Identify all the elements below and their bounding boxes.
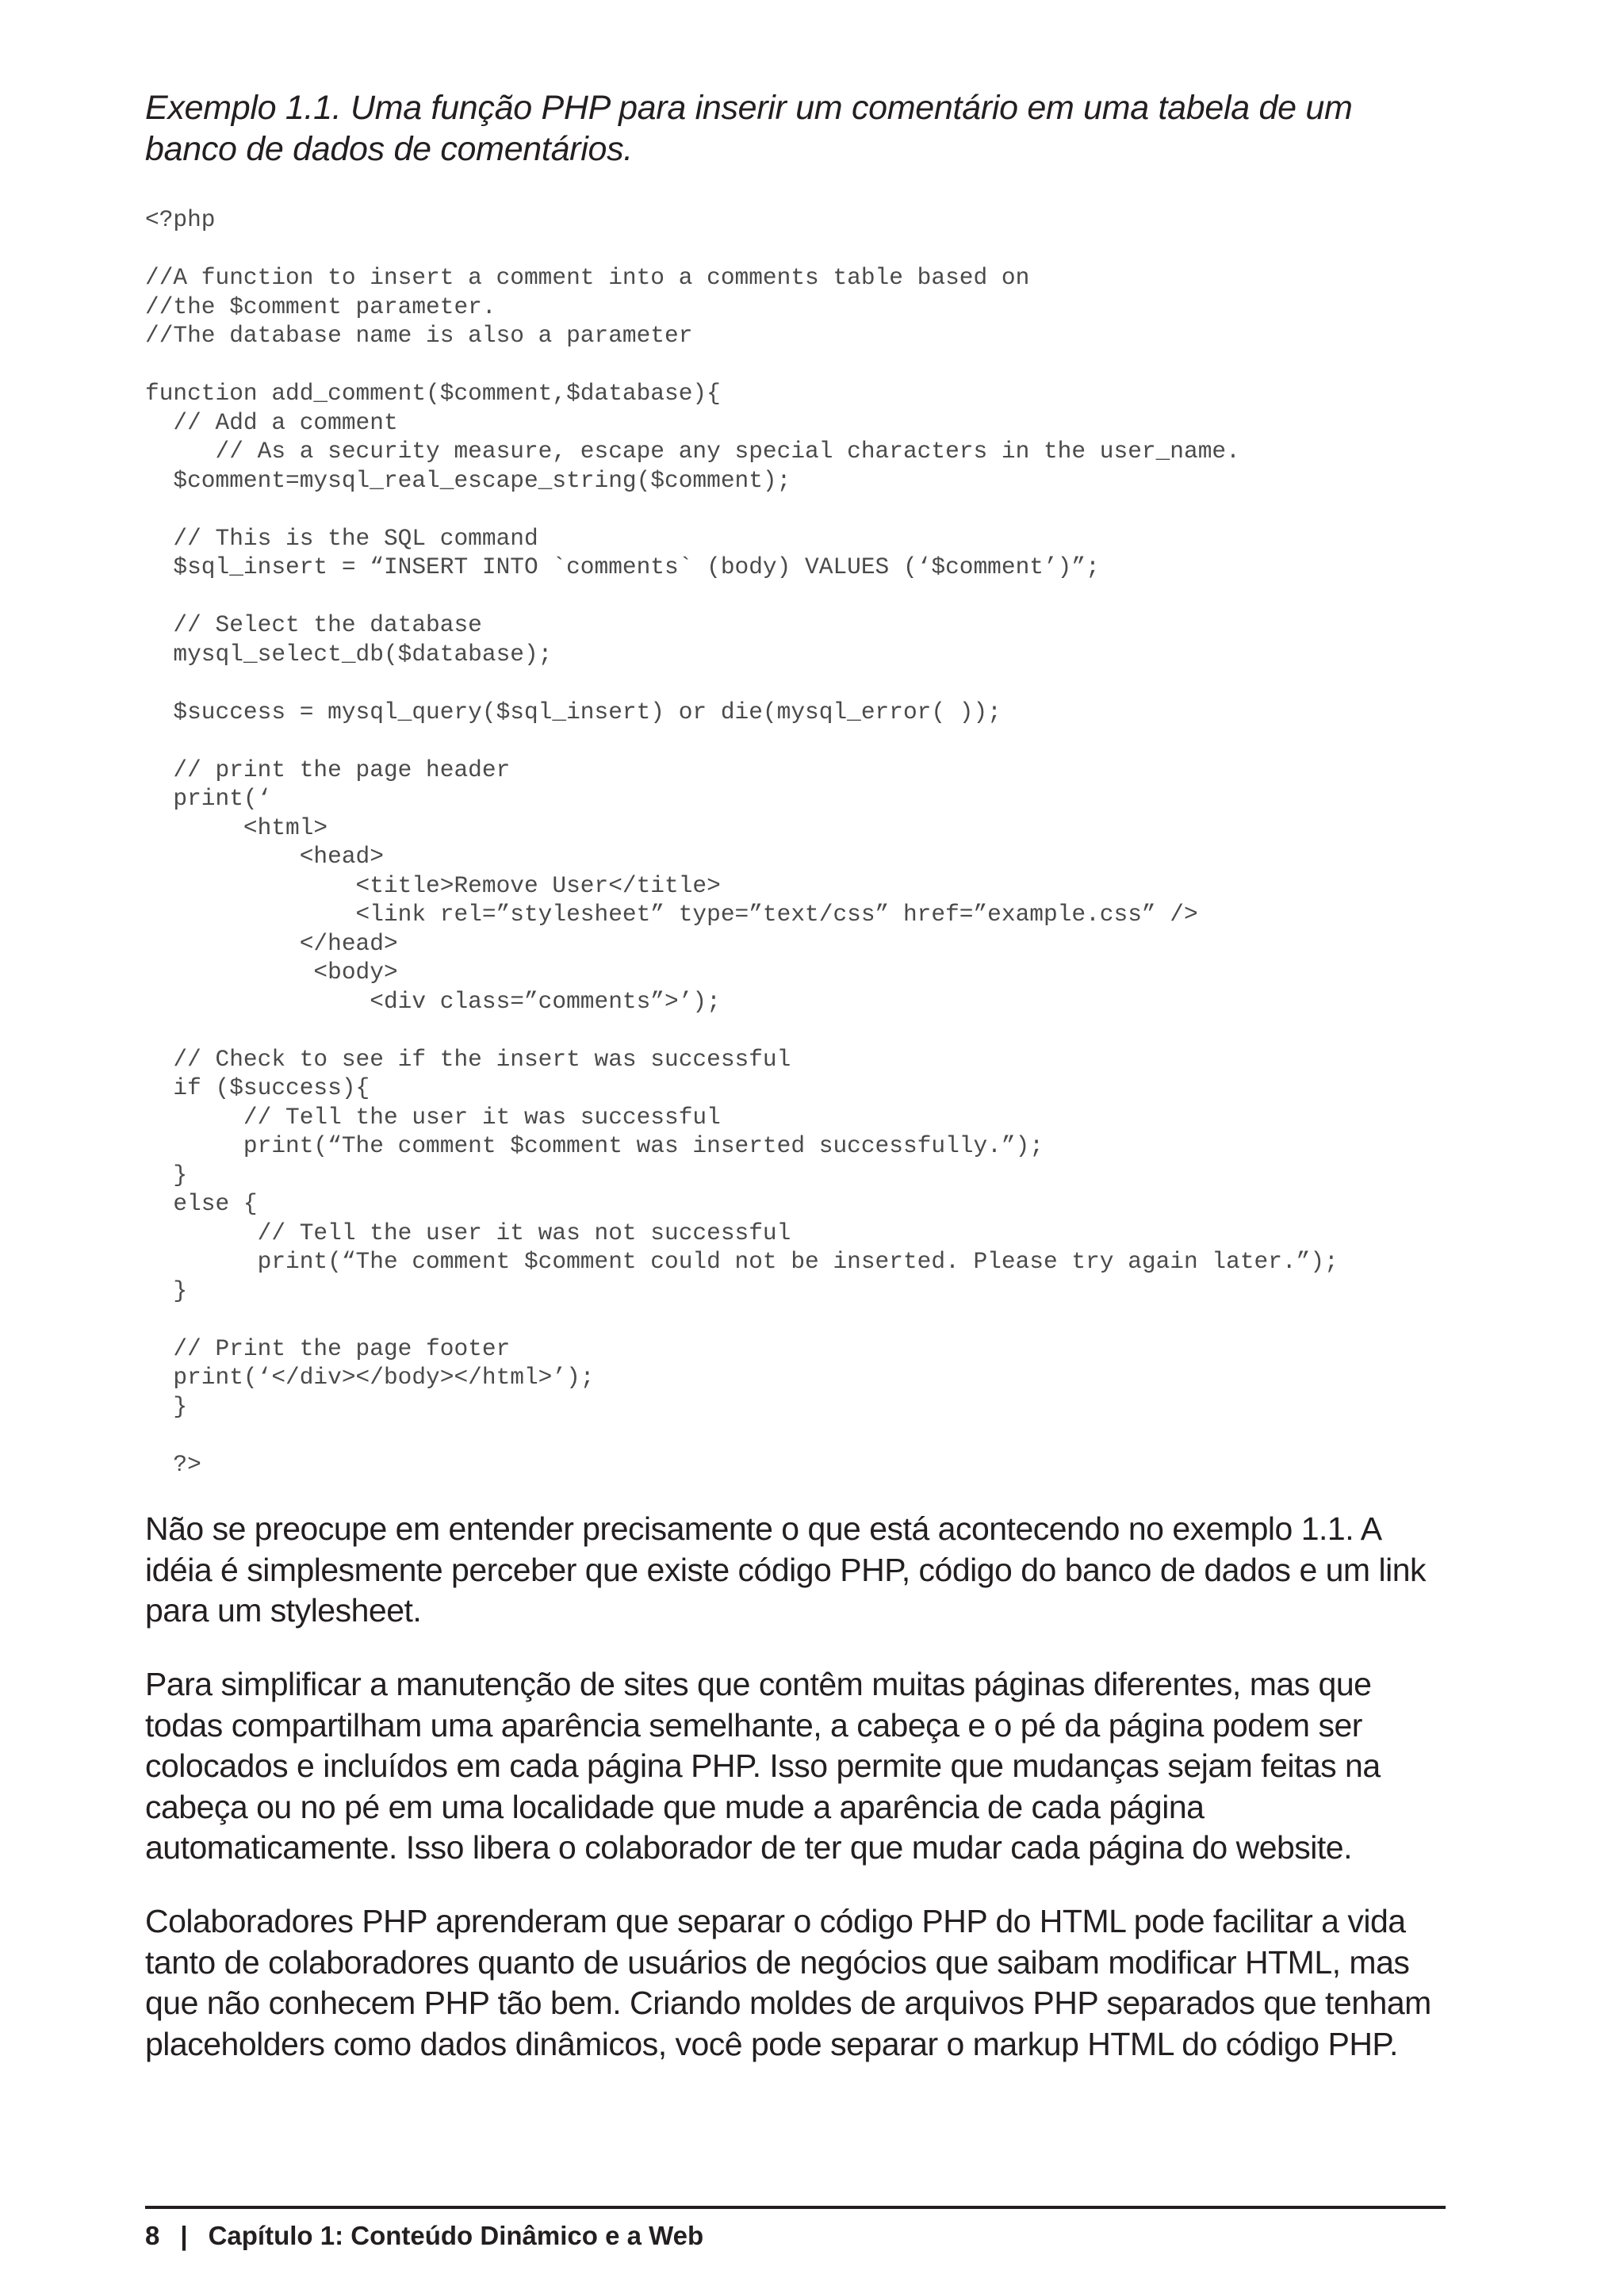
- code-line: <head>: [145, 843, 384, 870]
- example-caption: Exemplo 1.1. Uma função PHP para inserir um comentário em uma tabela de um banco de dados de comentários.: [145, 89, 1353, 168]
- body-paragraph: Para simplificar a manutenção de sites que contêm muitas páginas diferentes, mas que todas compartilham uma aparência semelhante, a cabeça e o pé da página podem ser colocados e incluídos em cada página PHP. Isso permite que mudanças sejam feitas na cabeça ou no pé em uma localidade que mude a aparência de cada página automaticamente. Isso libera o colaborador de ter que mudar cada página do website.: [145, 1666, 1381, 1866]
- code-line: [145, 495, 1446, 524]
- code-line: // Check to see if the insert was successful: [145, 1045, 791, 1073]
- code-line: //The database name is also a parameter: [145, 322, 693, 349]
- code-line: <div class=”comments”>’);: [145, 987, 721, 1015]
- code-line: if ($success){: [145, 1074, 370, 1101]
- code-line: // Tell the user it was not successful: [145, 1219, 791, 1246]
- page-content: [145, 87, 1446, 1479]
- body-paragraph: Não se preocupe em entender precisamente o que está acontecendo no exemplo 1.1. A idéia é simplesmente perceber que existe código PHP, código do banco de dados e um link para um stylesheet.: [145, 1510, 1426, 1629]
- code-line: [145, 668, 1446, 698]
- page-number: 8: [145, 2221, 160, 2250]
- code-line: <body>: [145, 959, 398, 986]
- body-paragraph: Colaboradores PHP aprenderam que separar o código PHP do HTML pode facilitar a vida tanto de colaboradores quanto de usuários de negócios que saibam modificar HTML, mas que não conhecem PHP tão bem. Criando moldes de arquivos PHP separados que tenham placeholders como dados dinâmicos, você pode separar o markup HTML do código PHP.: [145, 1903, 1431, 2062]
- code-line: else {: [145, 1190, 258, 1217]
- footer-separator: |: [180, 2221, 188, 2250]
- code-line: [145, 582, 1446, 611]
- code-line: [145, 1016, 1446, 1045]
- code-line: //the $comment parameter.: [145, 293, 496, 320]
- code-line: // Select the database: [145, 611, 482, 638]
- code-line: <?php: [145, 206, 216, 233]
- code-line: }: [145, 1392, 188, 1420]
- code-line: // This is the SQL command: [145, 524, 538, 552]
- code-line: print(‘: [145, 785, 272, 812]
- code-line: function add_comment($comment,$database){: [145, 380, 721, 407]
- code-line: mysql_select_db($database);: [145, 640, 553, 668]
- code-line: // As a security measure, escape any special characters in the user_name.: [145, 438, 1240, 465]
- chapter-title: Capítulo 1: Conteúdo Dinâmico e a Web: [208, 2221, 704, 2250]
- code-line: $comment=mysql_real_escape_string($comment);: [145, 466, 791, 494]
- code-line: <link rel=”stylesheet” type=”text/css” href=”example.css” />: [145, 901, 1198, 928]
- code-line: //A function to insert a comment into a comments table based on: [145, 264, 1030, 291]
- code-line: [145, 1305, 1446, 1334]
- code-line: }: [145, 1277, 188, 1304]
- code-line: // Print the page footer: [145, 1334, 511, 1362]
- code-line: // Add a comment: [145, 408, 398, 436]
- code-line: }: [145, 1161, 188, 1189]
- code-line: $success = mysql_query($sql_insert) or die(mysql_error( ));: [145, 698, 1002, 725]
- footer-rule: [145, 2206, 1446, 2209]
- code-line: <html>: [145, 813, 328, 841]
- code-line: print(“The comment $comment could not be inserted. Please try again later.”);: [145, 1248, 1339, 1275]
- code-line: $sql_insert = “INSERT INTO `comments` (body) VALUES (‘$comment’)”;: [145, 553, 1100, 580]
- code-line: [145, 350, 1446, 380]
- code-line: [145, 1421, 1446, 1450]
- page-footer: [145, 2220, 703, 2252]
- code-line: </head>: [145, 929, 398, 957]
- code-line: [145, 726, 1446, 756]
- code-line: // print the page header: [145, 756, 511, 783]
- code-line: print(“The comment $comment was inserted successfully.”);: [145, 1132, 1044, 1159]
- code-line: ?>: [145, 1450, 201, 1478]
- code-line: [145, 235, 1446, 264]
- code-listing: [145, 205, 1446, 1479]
- code-line: print(‘</div></body></html>’);: [145, 1364, 595, 1391]
- code-line: <title>Remove User</title>: [145, 871, 721, 899]
- code-line: // Tell the user it was successful: [145, 1103, 721, 1131]
